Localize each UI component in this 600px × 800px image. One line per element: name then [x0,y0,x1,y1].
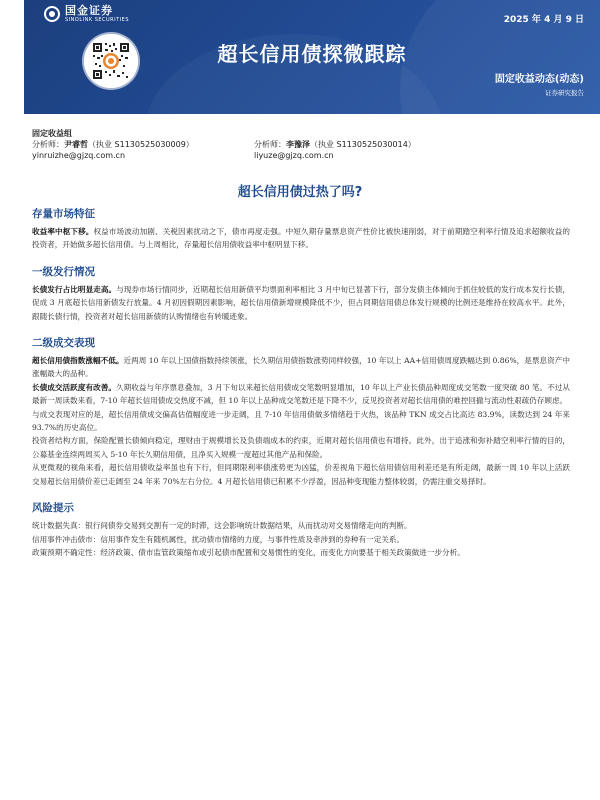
analyst-1: 分析师：尹睿哲（执业 S1130525030009） [32,140,194,149]
report-subtitle: 超长信用债过热了吗? [237,185,363,200]
brand-name-cn: 国金证券 [65,4,113,17]
paragraph: 信用事件冲击债市：信用事件发生有随机属性，扰动债市情绪的力度，与事件性质及牵涉到的券种有一定关系。 [32,534,405,544]
qr-code-icon[interactable] [84,34,138,88]
analyst-1-email[interactable]: yinruizhe@gjzq.com.cn [32,151,126,160]
paragraph: 长债发行占比明显走高。与现券市场行情同步，近期超长信用新债平均票面利率相比 3 月中旬已显著下行，部分发债主体倾向于抓住较低的发行成本发行长债，促成 3 月底超长信用新债发行放量。4 月初因假期因素影响，超长信用债新增规模降低不少，但占同期信用债总体发行规模的比例还是维持在较高水平。此外，跟随长债行情，投资者对超长信用新债的认购情绪也有转暖迹象。 [32,284,570,321]
report-type: 固定收益动态(动态) [494,74,584,85]
analyst-2: 分析师：李豫泽（执业 S1130525030014） [254,140,416,149]
paragraph: 与成交表现对应的是，超长信用债成交偏高估值幅度进一步走阔，且 7-10 年信用债做多情绪趋于火热，该品种 TKN 成交占比高达 83.9%，读数达到 24 年来 93.7%的历史高位。 [32,409,570,433]
analyst-1-license: （执业 S1130525030009） [88,140,194,149]
report-title: 超长信用债探微跟踪 [217,42,407,66]
logo-icon [44,6,60,22]
paragraph: 从更微观的视角来看，超长信用债收益率虽也有下行，但同期限利率债涨势更为凶猛，价差视角下超长信用债信用利差还是有所走阔，最新一周 10 年以上活跃交易超长信用债价差已走阔至 24 年来 70%左右分位。4 月超长信用债已积累不少浮盈，因品种变现能力整体较弱，仍需注重交易择时。 [32,463,570,486]
analyst-1-name: 尹睿哲 [64,140,88,149]
brand-name-en: SINOLINK SECURITIES [65,17,129,23]
analyst-2-email[interactable]: liyuze@gjzq.com.cn [254,151,334,160]
analyst-2-license: （执业 S1130525030014） [310,140,416,149]
section-title-risk-warning: 风险提示 [32,502,74,515]
analyst-2-name: 李豫泽 [286,140,310,149]
paragraph: 收益率中枢下移。权益市场波动加剧、关税因素扰动之下，债市再度走强。中短久期存量票息资产性价比被快速削弱，对于前期踏空利率行情及追求超额收益的投资者，开始做多超长信用债。与上周相比，存量超长信用债收益率中枢明显下移。 [32,227,570,250]
report-date: 2025 年 4 月 9 日 [503,15,584,25]
report-header [24,0,600,114]
paragraph: 政策预期不确定性：经济政策、债市监管政策缩布或引起债市配置和交易惯性的变化，而变化方向要基于相关政策做进一步分析。 [32,547,465,557]
author-info [32,128,416,161]
section-title-primary-issuance: 一级发行情况 [32,265,95,278]
section-title-stock-market: 存量市场特征 [32,208,95,220]
report-category: 证券研究报告 [545,89,584,97]
paragraph: 投资者结构方面，保险配置长债倾向稳定，理财由于规模增长及负债端成本的约束，近期对超长信用债也有增持。此外，出于追涨和弥补踏空利率行情的目的，公募基金连续两周买入 5-10 年长久期信用债，且净买入规模一度超过其他产品和保险。 [32,436,570,459]
paragraph: 长债成交活跃度有改善。久期收益与年序票息叠加，3 月下旬以来超长信用债成交笔数明显增加，10 年以上产业长债品种周度成交笔数一度突破 80 笔。不过从最新一周读数来看，7-10 年超长信用债成交热度不减，但 10 年以上品种成交笔数还是下降不少，反见投资者对超长信用债的难控回撤与流动性艰疏仍存顾虑。 [32,382,570,406]
author-group: 固定收益组 [32,129,72,138]
report-body [32,206,570,559]
brand-logo [44,5,129,23]
section-title-secondary-trading: 二级成交表现 [32,337,95,350]
paragraph: 超长信用债指数涨幅不低。近两周 10 年以上国债指数持续领涨，长久期信用债指数涨势同样较强，10 年以上 AA+信用债周度跌幅达到 0.86%，是票息资产中涨幅最大的品种。 [32,356,571,379]
paragraph: 统计数据失真：银行间债券交易到交割有一定的时滞，这会影响统计数据结果，从而扰动对交易情绪走向的判断。 [32,521,412,531]
